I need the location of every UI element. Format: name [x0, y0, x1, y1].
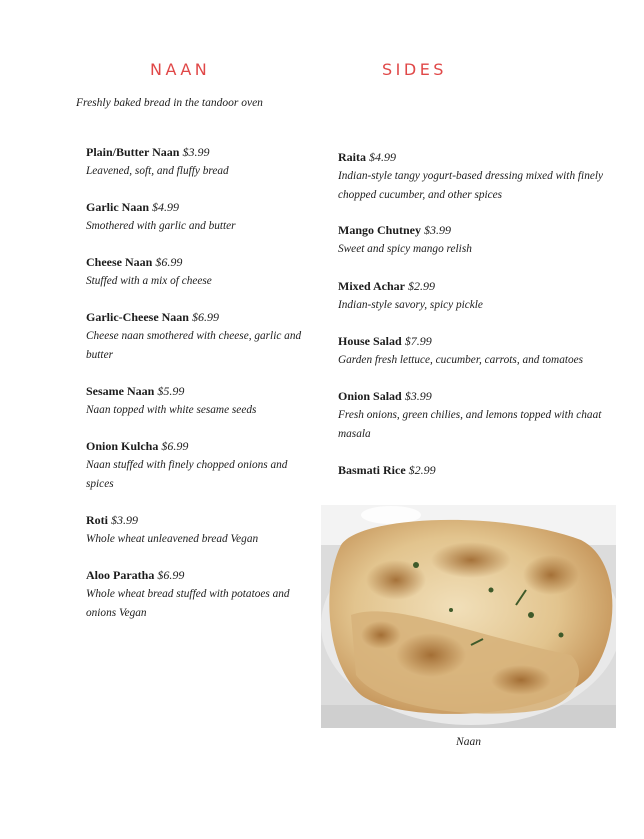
menu-item — [86, 143, 310, 181]
menu-item — [86, 382, 310, 420]
naan-section-description: Freshly baked bread in the tandoor oven — [76, 97, 263, 109]
item-name: Garlic-Cheese Naan — [86, 310, 189, 324]
item-price: $4.99 — [152, 200, 179, 214]
naan-section-title: NAAN — [150, 60, 211, 79]
item-description: Smothered with garlic and butter — [86, 220, 236, 232]
item-name: Onion Kulcha — [86, 439, 159, 453]
item-price: $3.99 — [424, 223, 452, 237]
menu-item — [86, 198, 310, 236]
item-price: $3.99 — [111, 513, 138, 527]
item-price: $3.99 — [182, 145, 210, 159]
item-description: Garden fresh lettuce, cucumber, carrots, and tomatoes — [338, 354, 584, 366]
item-description: Fresh onions, green chilies, and lemons topped with chaat masala — [338, 409, 602, 440]
item-description: Indian-style tangy yogurt-based dressing mixed with finely chopped cucumber, and other spices — [338, 170, 604, 201]
item-description: Whole wheat bread stuffed with potatoes and onions Vegan — [86, 588, 290, 619]
item-description: Indian-style savory, spicy pickle — [338, 299, 483, 311]
item-name: Garlic Naan — [86, 200, 149, 214]
menu-item — [86, 511, 310, 549]
item-name: Mango Chutney — [338, 223, 422, 237]
sides-section-title: SIDES — [382, 60, 447, 79]
item-name: Roti — [86, 513, 108, 527]
menu-item — [338, 387, 628, 443]
item-price: $6.99 — [155, 255, 183, 269]
item-price: $6.99 — [157, 568, 185, 582]
menu-item — [338, 221, 628, 259]
item-price: $4.99 — [369, 150, 396, 164]
item-description: Whole wheat unleavened bread Vegan — [86, 533, 259, 545]
menu-item — [86, 566, 310, 622]
item-description: Cheese naan smothered with cheese, garlic and butter — [86, 330, 302, 361]
menu-item — [86, 308, 310, 364]
menu-item — [338, 461, 628, 479]
item-description: Stuffed with a mix of cheese — [86, 275, 212, 287]
item-name: House Salad — [338, 334, 402, 348]
menu-item — [86, 437, 310, 493]
menu-item — [338, 277, 628, 315]
item-price: $5.99 — [157, 384, 185, 398]
menu-item — [338, 332, 628, 370]
item-name: Sesame Naan — [86, 384, 155, 398]
item-description: Naan stuffed with finely chopped onions and spices — [86, 459, 288, 490]
photo-caption: Naan — [456, 736, 481, 748]
item-name: Plain/Butter Naan — [86, 145, 180, 159]
item-name: Mixed Achar — [338, 279, 405, 293]
item-price: $2.99 — [408, 463, 436, 477]
item-name: Onion Salad — [338, 389, 402, 403]
item-description: Naan topped with white sesame seeds — [86, 404, 257, 416]
menu-item — [338, 148, 628, 204]
item-price: $3.99 — [404, 389, 432, 403]
item-description: Sweet and spicy mango relish — [338, 243, 472, 255]
item-price: $2.99 — [408, 279, 435, 293]
item-price: $6.99 — [191, 310, 219, 324]
menu-item — [86, 253, 310, 291]
item-name: Raita — [338, 150, 366, 164]
item-name: Basmati Rice — [338, 463, 406, 477]
naan-photo — [321, 505, 616, 728]
item-name: Cheese Naan — [86, 255, 153, 269]
naan-illustration — [321, 505, 616, 728]
item-price: $7.99 — [404, 334, 432, 348]
item-price: $6.99 — [161, 439, 189, 453]
item-name: Aloo Paratha — [86, 568, 155, 582]
item-description: Leavened, soft, and fluffy bread — [86, 165, 229, 177]
